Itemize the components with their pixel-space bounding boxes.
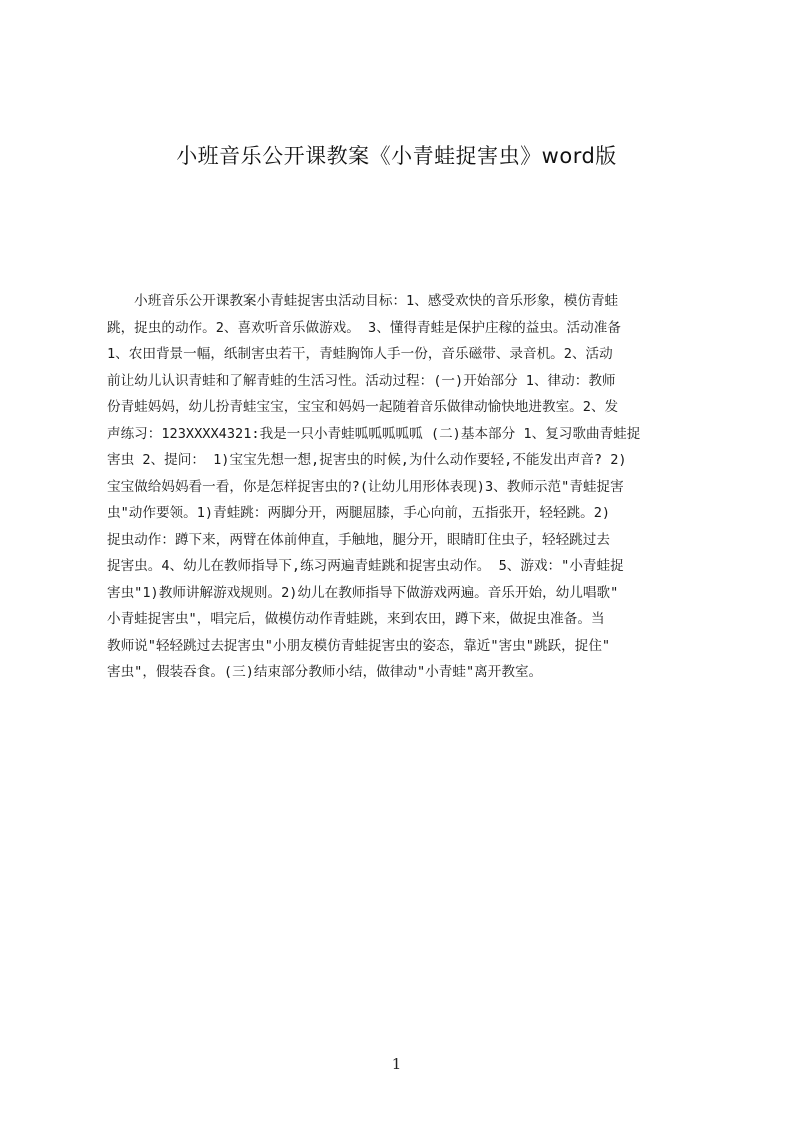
body-line: 跳，捉虫的动作。2、喜欢听音乐做游戏。 3、懂得青蛙是保护庄稼的益虫。活动准备 bbox=[107, 319, 621, 336]
body-line: 前让幼儿认识青蛙和了解青蛙的生活习性。活动过程：(一)开始部分 1、律动：教师 bbox=[107, 372, 616, 389]
body-paragraph bbox=[107, 288, 697, 688]
body-line: 害虫"1)教师讲解游戏规则。2)幼儿在教师指导下做游戏两遍。音乐开始，幼儿唱歌" bbox=[107, 584, 619, 601]
body-line: 份青蛙妈妈，幼儿扮青蛙宝宝，宝宝和妈妈一起随着音乐做律动愉快地进教室。2、发 bbox=[107, 399, 619, 415]
body-line: 害虫 2、提问： 1)宝宝先想一想,捉害虫的时候,为什么动作要轻,不能发出声音? 2) bbox=[107, 452, 627, 468]
body-line: 虫"动作要领。1)青蛙跳：两脚分开，两腿屈膝，手心向前，五指张开，轻轻跳。2) bbox=[107, 505, 611, 521]
body-line: 捉害虫。4、幼儿在教师指导下,练习两遍青蛙跳和捉害虫动作。 5、游戏："小青蛙捉 bbox=[107, 558, 624, 574]
page-title: 小班音乐公开课教案《小青蛙捉害虫》word版 bbox=[176, 144, 617, 168]
page-number: 1 bbox=[391, 1055, 402, 1073]
body-line: 小班音乐公开课教案小青蛙捉害虫活动目标：1、感受欢快的音乐形象，模仿青蛙 bbox=[107, 293, 619, 309]
body-line: 害虫"，假装吞食。(三)结束部分教师小结，做律动"小青蛙"离开教室。 bbox=[107, 664, 543, 680]
body-line: 宝宝做给妈妈看一看，你是怎样捉害虫的?(让幼儿用形体表现)3、教师示范"青蛙捉害 bbox=[107, 478, 624, 495]
body-line: 捉虫动作：蹲下来，两臂在体前伸直，手触地，腿分开，眼睛盯住虫子，轻轻跳过去 bbox=[107, 531, 610, 548]
body-line: 声练习：123XXXX4321:我是一只小青蛙呱呱呱呱呱 (二)基本部分 1、复习歌曲青蛙捉 bbox=[107, 425, 641, 442]
body-line: 1、农田背景一幅，纸制害虫若干，青蛙胸饰人手一份，音乐磁带、录音机。2、活动 bbox=[107, 346, 613, 362]
body-line: 教师说"轻轻跳过去捉害虫"小朋友模仿青蛙捉害虫的姿态，靠近"害虫"跳跃，捉住" bbox=[107, 637, 611, 654]
body-line: 小青蛙捉害虫"，唱完后，做模仿动作青蛙跳，来到农田，蹲下来，做捉虫准备。当 bbox=[107, 611, 605, 627]
